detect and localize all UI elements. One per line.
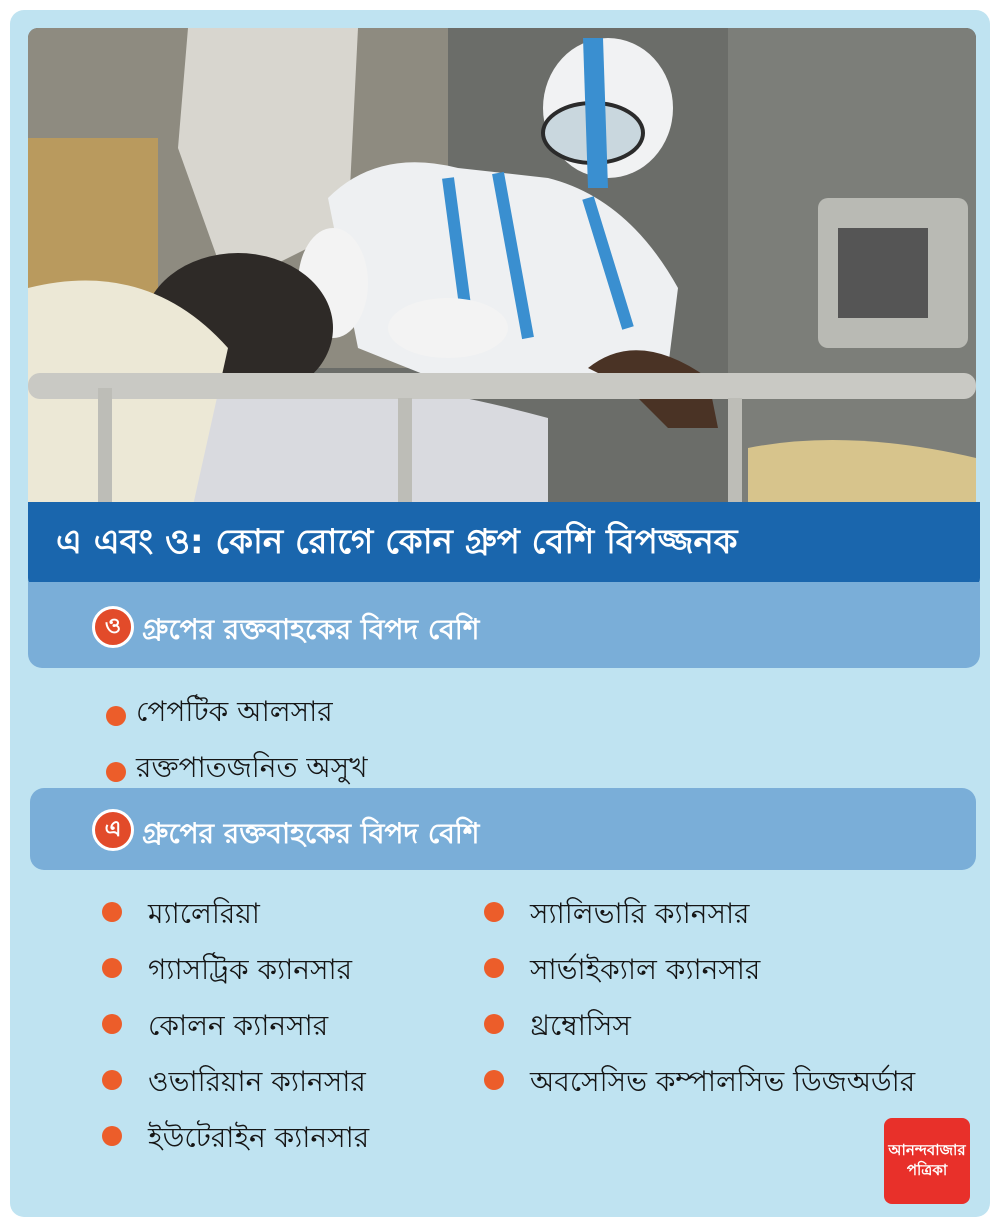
infographic-card: [10, 10, 990, 1217]
list-item-text: পেপটিক আলসার: [136, 695, 333, 728]
list-item: [102, 892, 369, 948]
list-item: [106, 690, 368, 746]
photo-illustration: [28, 28, 976, 528]
list-item: [484, 1060, 915, 1116]
section-o-title: গ্রুপের রক্তবাহকের বিপদ বেশি: [142, 613, 480, 646]
list-item: [484, 1004, 915, 1060]
list-item-text: সার্ভাইক্যাল ক্যানসার: [530, 953, 761, 986]
list-item-text: কোলন ক্যানসার: [148, 1009, 329, 1042]
list-item-text: স্যালিভারি ক্যানসার: [530, 897, 750, 930]
list-item-text: রক্তপাতজনিত অসুখ: [136, 751, 368, 784]
bullet-dot: [102, 1126, 122, 1146]
logo-line-1: আনন্দবাজার: [888, 1141, 966, 1159]
bullet-dot: [102, 902, 122, 922]
list-item-text: অবসেসিভ কম্পালসিভ ডিজঅর্ডার: [530, 1065, 916, 1098]
list-a-right: [484, 892, 915, 1116]
list-o: [106, 690, 368, 802]
list-item: [102, 1004, 369, 1060]
headline-title: এ এবং ও: কোন রোগে কোন গ্রুপ বেশি বিপজ্জনক: [56, 522, 738, 562]
list-item-text: ম্যালেরিয়া: [148, 897, 260, 930]
list-item: [102, 1060, 369, 1116]
section-o-header: [28, 582, 980, 668]
list-item-text: ওভারিয়ান ক্যানসার: [148, 1065, 366, 1098]
badge-a: এ: [92, 809, 134, 851]
bullet-dot: [484, 902, 504, 922]
bullet-dot: [484, 1014, 504, 1034]
logo-line-2: পত্রিকা: [906, 1161, 948, 1179]
list-item: [102, 948, 369, 1004]
section-a-title: গ্রুপের রক্তবাহকের বিপদ বেশি: [142, 817, 480, 850]
list-item: [484, 892, 915, 948]
bullet-dot: [102, 958, 122, 978]
section-a-header: [30, 788, 976, 870]
bullet-dot: [106, 706, 126, 726]
bullet-dot: [106, 762, 126, 782]
list-item-text: গ্যাসট্রিক ক্যানসার: [148, 953, 353, 986]
bullet-dot: [484, 1070, 504, 1090]
bullet-dot: [102, 1014, 122, 1034]
list-item: [102, 1116, 369, 1172]
badge-o: ও: [92, 606, 134, 648]
bullet-dot: [102, 1070, 122, 1090]
hospital-photo: [28, 28, 976, 528]
headline-bar: [28, 502, 980, 592]
bullet-dot: [484, 958, 504, 978]
list-a-left: [102, 892, 369, 1172]
list-item: [484, 948, 915, 1004]
list-item-text: ইউটেরাইন ক্যানসার: [148, 1121, 370, 1154]
anandabazar-logo: [884, 1118, 970, 1204]
list-item-text: থ্রম্বোসিস: [530, 1009, 631, 1042]
